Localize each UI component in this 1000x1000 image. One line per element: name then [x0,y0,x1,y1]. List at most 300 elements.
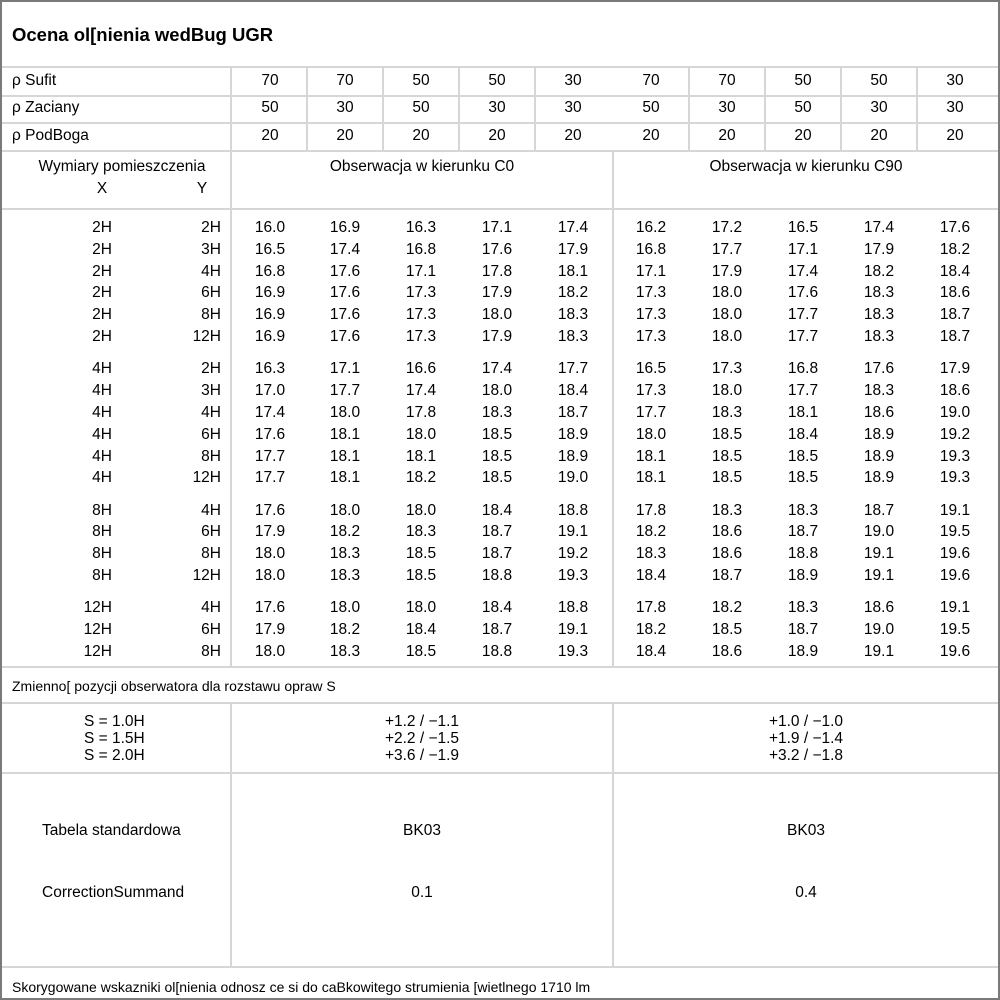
reflectance-value: 50 [412,99,430,116]
reflectance-value: 70 [336,72,354,89]
ugr-value: 18.5 [405,642,437,660]
ugr-value: 17.3 [405,328,437,345]
ugr-value: 18.0 [711,284,743,302]
row-divider [2,66,998,68]
ugr-value: 16.2 [635,219,667,236]
ugr-value: 18.2 [863,262,895,280]
ugr-value: 18.2 [405,469,437,487]
reflectance-value: 30 [564,99,582,116]
ugr-value: 18.7 [481,621,513,639]
reflectance-value: 50 [642,99,660,116]
row-divider [2,122,998,124]
ugr-value: 17.6 [329,306,361,324]
ugr-value: 17.6 [329,262,361,280]
ugr-value: 17.8 [405,403,437,421]
reflectance-value: 30 [564,72,582,89]
col-divider [458,66,460,150]
spacing-label: S = 1.5H [84,730,145,747]
room-y: 2H [201,219,221,236]
room-y: 3H [201,240,221,258]
ugr-value: 18.0 [254,545,286,563]
col-divider [688,66,690,150]
ugr-value: 17.6 [863,360,895,378]
room-x: 4H [92,360,112,378]
ugr-value: 17.1 [329,360,361,378]
ugr-value: 18.7 [787,523,819,541]
ugr-value: 17.7 [329,382,361,400]
ugr-value: 18.4 [787,425,819,443]
ugr-value: 17.3 [405,284,437,302]
ugr-value: 17.9 [863,240,895,258]
ugr-value: 16.8 [635,240,667,258]
ugr-value: 18.0 [329,599,361,617]
ugr-value: 17.1 [405,262,437,280]
ugr-value: 18.2 [939,240,971,258]
ugr-value: 18.8 [787,545,819,563]
correction-c0: 0.1 [411,884,433,901]
ugr-value: 18.5 [481,447,513,465]
ugr-value: 17.8 [635,599,667,617]
ugr-value: 18.3 [329,567,361,584]
reflectance-value: 30 [336,99,354,116]
ugr-value: 18.3 [711,403,743,421]
reflectance-value: 20 [794,127,812,144]
room-y: 6H [201,425,221,443]
c0-direction-label: Obserwacja w kierunku C0 [329,158,515,175]
ugr-value: 19.1 [863,567,895,584]
ugr-value: 16.9 [254,306,286,324]
ugr-value: 18.2 [635,523,667,541]
ugr-value: 18.3 [329,545,361,563]
reflectance-value: 20 [718,127,736,144]
c90-direction-label: Obserwacja w kierunku C90 [709,158,903,175]
ugr-value: 18.4 [939,262,971,280]
col-divider [916,66,918,150]
ugr-value: 18.0 [405,501,437,519]
reflectance-value: 20 [564,127,582,144]
reflectance-value: 70 [718,72,736,89]
footer-note: Skorygowane wskazniki ol[nienia odnosz ce si do caBkowitego strumienia [wietlnego 1710 lm [12,979,591,995]
ugr-value: 18.7 [787,621,819,639]
ugr-value: 16.6 [405,360,437,378]
ugr-value: 16.5 [635,360,667,378]
ugr-value: 16.3 [254,360,286,378]
ugr-value: 17.1 [787,240,819,258]
ugr-value: 17.7 [557,360,589,378]
ugr-value: 18.5 [711,621,743,639]
ugr-value: 17.7 [635,403,667,421]
ugr-value: 16.8 [254,262,286,280]
ugr-value: 17.7 [711,240,743,258]
ugr-value: 18.9 [863,469,895,487]
ugr-value: 18.5 [787,447,819,465]
ugr-value: 18.3 [557,328,589,345]
ugr-value: 18.2 [635,621,667,639]
reflectance-label: ρ Sufit [12,72,57,89]
room-x: 4H [92,382,112,400]
ugr-value: 18.3 [635,545,667,563]
ugr-value: 18.7 [939,328,971,345]
page-title: Ocena ol[nienia wedBug UGR [12,24,274,45]
ugr-value: 17.1 [481,219,513,236]
ugr-value: 18.3 [863,328,895,345]
row-divider [2,702,998,704]
ugr-value: 18.0 [329,501,361,519]
ugr-value: 18.4 [481,501,513,519]
ugr-value: 17.6 [254,599,286,617]
ugr-value: 17.6 [939,219,971,236]
reflectance-value: 20 [261,127,279,144]
ugr-value: 17.6 [481,240,513,258]
ugr-value: 16.0 [254,219,286,236]
ugr-value: 18.0 [254,642,286,660]
col-divider [534,66,536,150]
ugr-value: 19.6 [939,545,971,563]
ugr-value: 18.1 [557,262,589,280]
room-y: 8H [201,447,221,465]
ugr-value: 18.0 [405,599,437,617]
ugr-value: 18.2 [711,599,743,617]
x-axis-label: X [96,180,108,197]
ugr-value: 17.3 [405,306,437,324]
ugr-value: 18.1 [405,447,437,465]
ugr-value: 18.3 [481,403,513,421]
ugr-value: 18.5 [405,567,437,584]
ugr-value: 18.9 [787,567,819,584]
row-divider [2,666,998,668]
room-x: 8H [92,501,112,519]
ugr-value: 19.0 [939,403,971,421]
ugr-value: 17.9 [557,240,589,258]
ugr-value: 17.7 [254,447,286,465]
room-x: 2H [92,284,112,302]
ugr-value: 18.7 [711,567,743,584]
ugr-value: 17.6 [254,425,286,443]
ugr-value: 17.4 [405,382,437,400]
ugr-value: 18.7 [939,306,971,324]
ugr-value: 18.1 [329,447,361,465]
variation-label: Zmienno[ pozycji obserwatora dla rozstawu opraw S [12,678,336,694]
row-divider [2,966,998,968]
room-y: 12H [192,328,221,345]
room-x: 4H [92,447,112,465]
room-y: 6H [201,621,221,639]
room-y: 4H [201,403,221,421]
ugr-value: 18.7 [863,501,895,519]
ugr-value: 19.3 [557,567,589,584]
ugr-value: 18.9 [557,447,589,465]
ugr-value: 17.3 [711,360,743,378]
ugr-value: 18.0 [405,425,437,443]
room-y: 12H [192,567,221,584]
ugr-value: 18.1 [329,425,361,443]
ugr-value: 18.3 [863,382,895,400]
room-x: 2H [92,219,112,236]
ugr-value: 18.1 [329,469,361,487]
ugr-value: 18.0 [254,567,286,584]
ugr-value: 19.1 [939,599,971,617]
ugr-value: 16.8 [787,360,819,378]
ugr-value: 19.3 [939,469,971,487]
room-y: 4H [201,262,221,280]
ugr-value: 19.1 [939,501,971,519]
row-divider [2,772,998,774]
ugr-value: 17.9 [481,328,513,345]
ugr-value: 17.4 [863,219,895,236]
ugr-value: 18.5 [711,469,743,487]
room-x: 2H [92,306,112,324]
ugr-value: 18.6 [863,599,895,617]
room-x: 8H [92,567,112,584]
ugr-value: 18.3 [787,599,819,617]
col-divider [382,66,384,150]
ugr-value: 19.1 [557,523,589,541]
ugr-value: 18.8 [557,501,589,519]
ugr-value: 19.0 [863,621,895,639]
ugr-value: 19.6 [939,567,971,584]
correction-c90: 0.4 [795,884,817,901]
col-divider [612,150,614,666]
ugr-value: 16.5 [254,240,286,258]
room-x: 8H [92,523,112,541]
ugr-value: 17.7 [254,469,286,487]
reflectance-value: 20 [642,127,660,144]
row-divider [2,95,998,97]
room-x: 8H [92,545,112,563]
ugr-value: 17.4 [329,240,361,258]
standard-table-label: Tabela standardowa [42,822,181,839]
reflectance-value: 20 [488,127,506,144]
ugr-value: 18.1 [787,403,819,421]
y-axis-label: Y [196,180,208,197]
ugr-value: 18.2 [557,284,589,302]
room-y: 12H [192,469,221,487]
reflectance-value: 50 [488,72,506,89]
ugr-value: 16.8 [405,240,437,258]
ugr-value: 19.0 [863,523,895,541]
ugr-value: 17.4 [557,219,589,236]
ugr-value: 17.3 [635,328,667,345]
room-x: 2H [92,328,112,345]
ugr-value: 18.5 [405,545,437,563]
reflectance-value: 20 [870,127,888,144]
ugr-value: 17.9 [254,523,286,541]
ugr-value: 18.8 [557,599,589,617]
variation-c90: +3.2 / −1.8 [768,747,844,764]
ugr-value: 17.4 [787,262,819,280]
ugr-value: 17.0 [254,382,286,400]
ugr-value: 19.2 [939,425,971,443]
ugr-value: 18.0 [481,382,513,400]
ugr-value: 16.9 [254,284,286,302]
ugr-value: 17.7 [787,328,819,345]
ugr-value: 17.8 [481,262,513,280]
ugr-value: 17.9 [481,284,513,302]
room-x: 4H [92,403,112,421]
ugr-value: 17.9 [939,360,971,378]
row-divider [2,150,998,152]
ugr-value: 17.6 [329,328,361,345]
ugr-value: 18.0 [481,306,513,324]
ugr-value: 18.1 [635,469,667,487]
ugr-value: 18.6 [939,284,971,302]
row-divider [2,208,998,210]
ugr-value: 19.1 [557,621,589,639]
room-x: 2H [92,240,112,258]
ugr-value: 18.6 [711,545,743,563]
ugr-value: 17.3 [635,382,667,400]
room-y: 4H [201,501,221,519]
reflectance-value: 30 [870,99,888,116]
ugr-value: 19.5 [939,621,971,639]
ugr-value: 17.3 [635,284,667,302]
ugr-value: 17.2 [711,219,743,236]
room-y: 3H [201,382,221,400]
reflectance-value: 50 [794,99,812,116]
ugr-value: 18.3 [711,501,743,519]
ugr-value: 18.7 [481,545,513,563]
ugr-value: 17.9 [711,262,743,280]
reflectance-value: 50 [412,72,430,89]
ugr-value: 19.6 [939,642,971,660]
ugr-value: 18.4 [557,382,589,400]
standard-c0: BK03 [403,822,441,839]
ugr-value: 18.3 [329,642,361,660]
variation-c90: +1.9 / −1.4 [768,730,844,747]
ugr-value: 18.5 [787,469,819,487]
room-x: 12H [83,621,112,639]
variation-c0: +1.2 / −1.1 [384,713,460,730]
reflectance-value: 50 [794,72,812,89]
reflectance-value: 30 [718,99,736,116]
col-divider [306,66,308,150]
ugr-value: 18.0 [329,403,361,421]
ugr-value: 17.4 [481,360,513,378]
ugr-value: 18.0 [711,382,743,400]
reflectance-value: 50 [261,99,279,116]
room-y: 6H [201,523,221,541]
reflectance-label: ρ Zaciany [12,99,80,116]
ugr-value: 17.4 [254,403,286,421]
ugr-value: 17.3 [635,306,667,324]
reflectance-value: 30 [488,99,506,116]
ugr-value: 19.2 [557,545,589,563]
ugr-value: 18.7 [557,403,589,421]
spacing-label: S = 2.0H [84,747,145,764]
ugr-value: 18.7 [481,523,513,541]
variation-c90: +1.0 / −1.0 [768,713,844,730]
room-y: 6H [201,284,221,302]
reflectance-value: 50 [870,72,888,89]
ugr-value: 16.9 [254,328,286,345]
room-y: 8H [201,306,221,324]
room-y: 2H [201,360,221,378]
room-y: 4H [201,599,221,617]
ugr-value: 18.9 [787,642,819,660]
ugr-value: 18.6 [711,523,743,541]
ugr-value: 18.2 [329,523,361,541]
ugr-value: 18.3 [405,523,437,541]
correction-label: CorrectionSummand [42,884,185,901]
reflectance-label: ρ PodBoga [12,127,89,144]
ugr-value: 17.6 [329,284,361,302]
ugr-value: 18.6 [863,403,895,421]
reflectance-value: 20 [946,127,964,144]
room-y: 8H [201,545,221,563]
ugr-value: 18.3 [787,501,819,519]
ugr-value: 18.2 [329,621,361,639]
spacing-label: S = 1.0H [84,713,145,730]
ugr-value: 18.3 [863,284,895,302]
ugr-value: 19.3 [939,447,971,465]
room-x: 12H [83,642,112,660]
dimensions-label: Wymiary pomieszczenia [38,158,206,175]
ugr-value: 18.5 [711,447,743,465]
ugr-value: 18.0 [711,306,743,324]
ugr-value: 18.6 [711,642,743,660]
reflectance-value: 30 [946,72,964,89]
ugr-value: 18.5 [481,425,513,443]
ugr-value: 19.1 [863,545,895,563]
ugr-value: 18.9 [557,425,589,443]
room-x: 4H [92,469,112,487]
standard-c90: BK03 [787,822,825,839]
ugr-value: 17.7 [787,382,819,400]
col-divider [840,66,842,150]
ugr-value: 16.3 [405,219,437,236]
ugr-value: 18.5 [711,425,743,443]
ugr-value: 18.6 [939,382,971,400]
col-divider [764,66,766,150]
room-x: 12H [83,599,112,617]
ugr-value: 18.4 [635,642,667,660]
reflectance-value: 70 [642,72,660,89]
ugr-value: 17.8 [635,501,667,519]
ugr-value: 16.9 [329,219,361,236]
room-y: 8H [201,642,221,660]
variation-c0: +3.6 / −1.9 [384,747,460,764]
ugr-value: 17.6 [254,501,286,519]
reflectance-value: 20 [336,127,354,144]
ugr-value: 16.5 [787,219,819,236]
ugr-value: 18.9 [863,425,895,443]
ugr-value: 18.8 [481,567,513,584]
reflectance-value: 30 [946,99,964,116]
ugr-value: 17.6 [787,284,819,302]
ugr-value: 18.9 [863,447,895,465]
ugr-value: 18.5 [481,469,513,487]
ugr-value: 17.9 [254,621,286,639]
variation-c0: +2.2 / −1.5 [384,730,460,747]
ugr-value: 18.1 [635,447,667,465]
ugr-value: 17.7 [787,306,819,324]
ugr-value: 19.0 [557,469,589,487]
reflectance-value: 20 [412,127,430,144]
col-divider [230,66,232,666]
ugr-value: 19.3 [557,642,589,660]
ugr-value: 18.3 [863,306,895,324]
ugr-value: 18.4 [481,599,513,617]
ugr-value: 18.4 [405,621,437,639]
ugr-value: 19.1 [863,642,895,660]
ugr-value: 18.3 [557,306,589,324]
reflectance-value: 70 [261,72,279,89]
ugr-value: 18.8 [481,642,513,660]
room-x: 4H [92,425,112,443]
room-x: 2H [92,262,112,280]
ugr-value: 19.5 [939,523,971,541]
ugr-value: 17.1 [635,262,667,280]
